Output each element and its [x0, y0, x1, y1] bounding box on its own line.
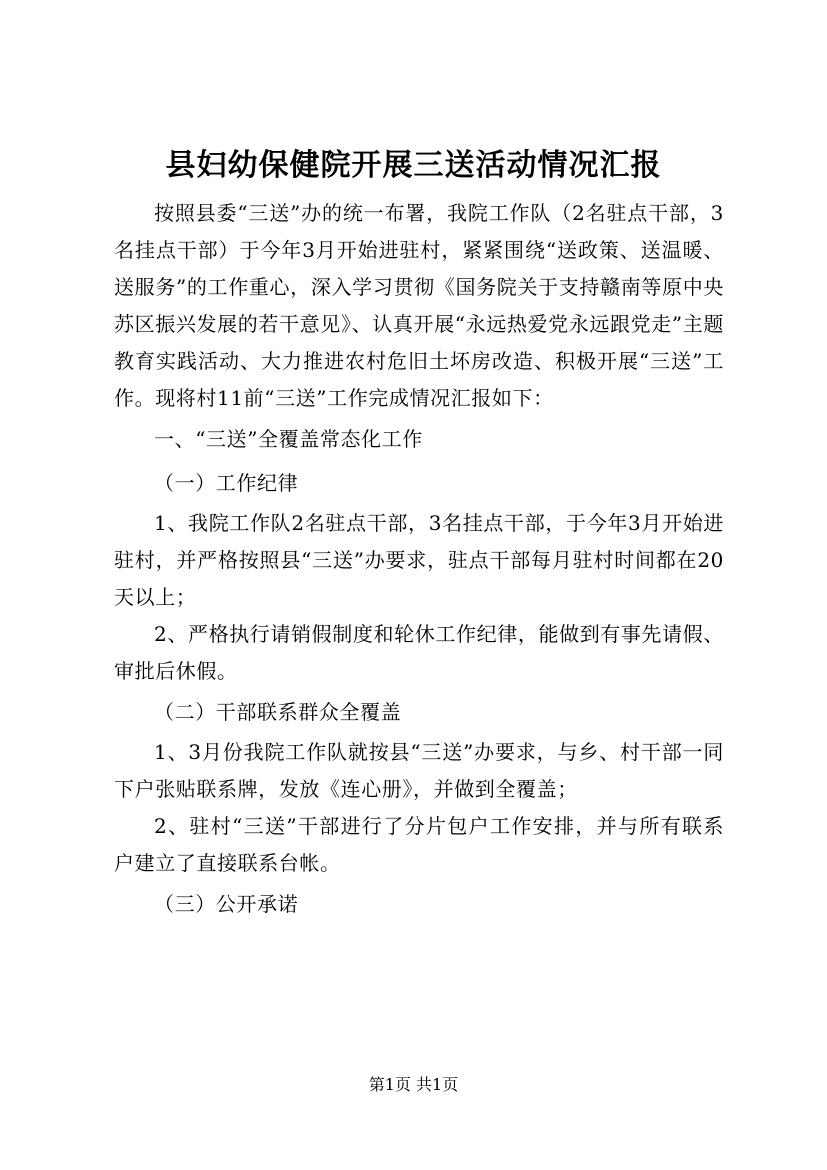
- subsection-heading-contact-coverage: （二）干部联系群众全覆盖: [154, 700, 402, 724]
- paragraph-discipline-2: 2、严格执行请销假制度和轮休工作纪律，能做到有事先请假、审批后休假。: [114, 622, 724, 683]
- document-title: 县妇幼保健院开展三送活动情况汇报: [165, 148, 662, 183]
- subsection-heading-work-discipline: （一）工作纪律: [154, 471, 299, 495]
- paragraph-intro: 按照县委“三送”办的统一布署，我院工作队（2名驻点干部，3名挂点干部）于今年3月开始进驻村，紧紧围绕“送政策、送温暖、送服务”的工作重心，深入学习贯彻《国务院关于支持赣南等原中央苏区振兴发展的若干意见》、认真开展“永远热爱党永远跟党走”主题教育实践活动、大力推进农村危旧土坏房改造、积极开展“三送”工作。现将村11前“三送”工作完成情况汇报如下：: [114, 201, 724, 410]
- paragraph-discipline-1: 1、我院工作队2名驻点干部，3名挂点干部，于今年3月开始进驻村，并严格按照县“三送”办要求，驻点干部每月驻村时间都在20天以上；: [114, 511, 724, 609]
- document-body: [114, 195, 724, 926]
- subsection-heading-public-commitment: （三）公开承诺: [154, 892, 299, 916]
- paragraph-contact-2: 2、驻村“三送”干部进行了分片包户工作安排，并与所有联系户建立了直接联系台帐。: [114, 814, 724, 875]
- section-heading-1: 一、“三送”全覆盖常态化工作: [154, 427, 423, 451]
- page-footer: 第1页 共1页: [368, 1075, 459, 1094]
- paragraph-contact-1: 1、3月份我院工作队就按县“三送”办要求，与乡、村干部一同下户张贴联系牌，发放《连心册》，并做到全覆盖；: [114, 740, 724, 801]
